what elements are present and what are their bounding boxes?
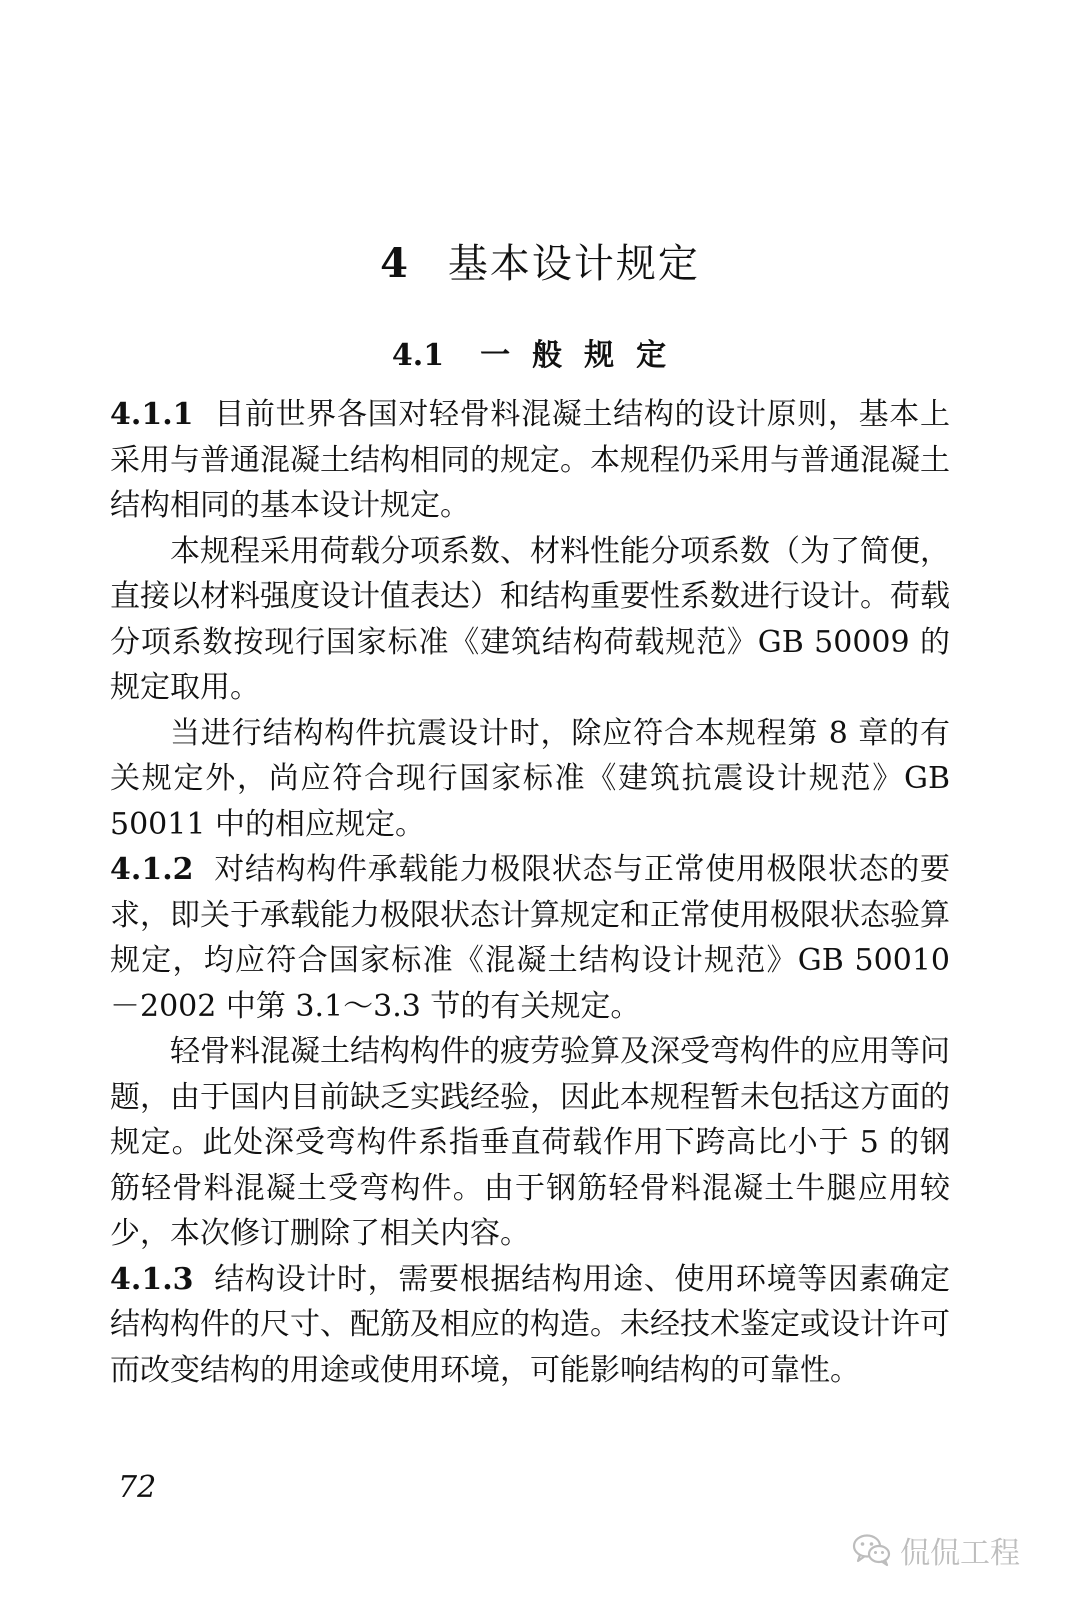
paragraph	[110, 711, 950, 848]
paragraph-4-1-1	[110, 392, 950, 529]
paragraph-text: 对结构构件承载能力极限状态与正常使用极限状态的要求，即关于承载能力极限状态计算规定和正常使用极限状态验算规定，均应符合国家标准《混凝土结构设计规范》GB 50010－2002 中第 3.1～3.3 节的有关规定。	[110, 852, 950, 1024]
chapter-number: 4	[380, 240, 410, 287]
body-text	[110, 392, 950, 1393]
paragraph-text: 本规程采用荷载分项系数、材料性能分项系数（为了简便，直接以材料强度设计值表达）和结构重要性系数进行设计。荷载分项系数按现行国家标准《建筑结构荷载规范》GB 50009 的规定取用。	[110, 533, 950, 705]
paragraph-text: 当进行结构构件抗震设计时，除应符合本规程第 8 章的有关规定外，尚应符合现行国家标准《建筑抗震设计规范》GB 50011 中的相应规定。	[110, 715, 950, 842]
wechat-icon	[852, 1533, 892, 1567]
section-number: 4.1	[391, 338, 445, 373]
clause-number: 4.1.1	[110, 397, 194, 432]
paragraph-4-1-3	[110, 1257, 950, 1394]
paragraph	[110, 529, 950, 711]
watermark-text: 侃侃工程	[900, 1536, 1020, 1571]
page-number: 72	[118, 1470, 157, 1505]
section-title	[0, 330, 1080, 374]
paragraph-text: 轻骨料混凝土结构构件的疲劳验算及深受弯构件的应用等问题，由于国内目前缺乏实践经验，因此本规程暂未包括这方面的规定。此处深受弯构件系指垂直荷载作用下跨高比小于 5 的钢筋轻骨料混凝土受弯构件。由于钢筋轻骨料混凝土牛腿应用较少，本次修订删除了相关内容。	[110, 1034, 950, 1251]
paragraph	[110, 1029, 950, 1257]
section-title-text: 一般规定	[480, 338, 689, 373]
paragraph-4-1-2	[110, 847, 950, 1029]
paragraph-text: 目前世界各国对轻骨料混凝土结构的设计原则，基本上采用与普通混凝土结构相同的规定。本规程仍采用与普通混凝土结构相同的基本设计规定。	[110, 397, 950, 523]
chapter-title-text: 基本设计规定	[447, 241, 700, 287]
paragraph-text: 结构设计时，需要根据结构用途、使用环境等因素确定结构构件的尺寸、配筋及相应的构造。未经技术鉴定或设计许可而改变结构的用途或使用环境，可能影响结构的可靠性。	[110, 1261, 950, 1388]
chapter-title	[0, 232, 1080, 289]
watermark	[852, 1528, 1020, 1572]
clause-number: 4.1.2	[110, 852, 194, 887]
clause-number: 4.1.3	[110, 1261, 194, 1297]
